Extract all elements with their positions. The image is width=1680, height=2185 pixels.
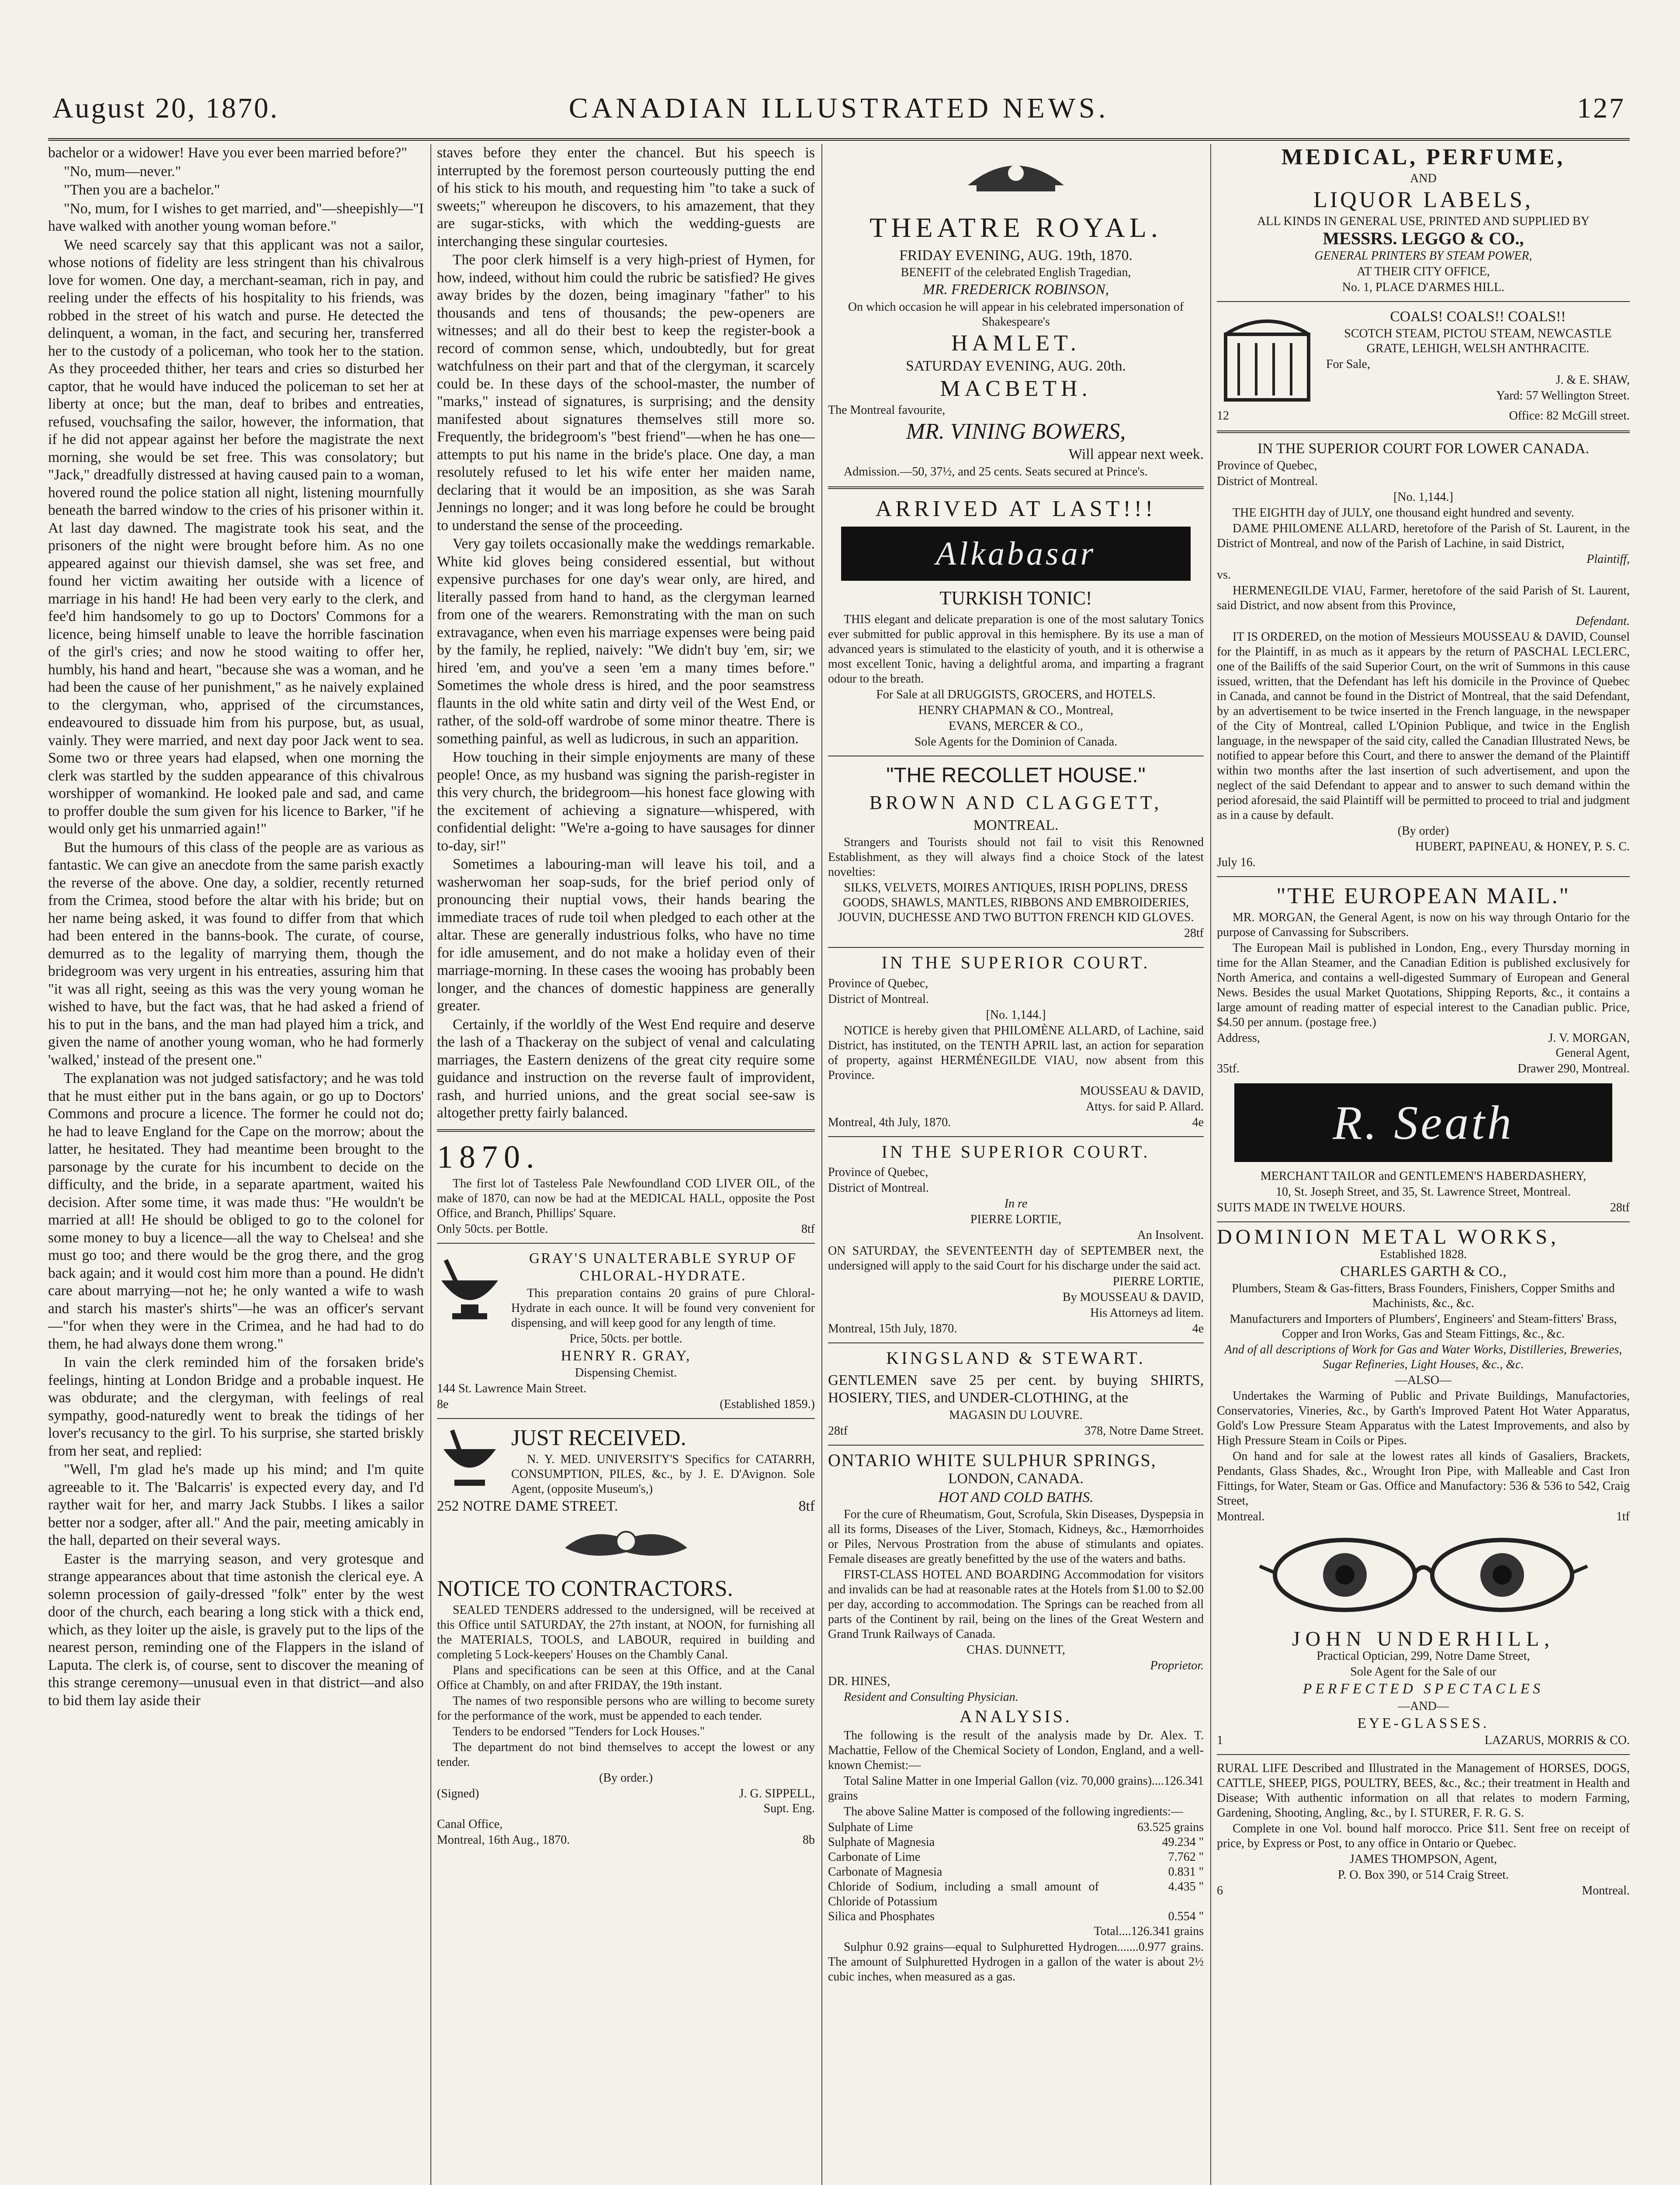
notice-body: IT IS ORDERED, on the motion of Messieurs MOUSSEAU & DAVID, Counsel for the Plaintiff, in as much as it appears by the return of PASCHAL LECLERC, one of the Bailiffs of the said Superior Court, on the writ of Summons in this cause issued, written, that the Defendant has left his domicile in the Province of Quebec in Canada, and cannot be found in the District of Montreal, that the said Defendant, by an advertisement to be twice inserted in the French language, in the newspaper of the City of Montreal, called L'Opinion Publique, and twice in the English language, in the newspaper of the said city, called the Canadian Illustrated News, be notified to appear before this Court, and there to answer the demand of the Plaintiff within two months after the last insertion of such advertisement, and upon the neglect of the said Defendant to appear and to answer to such demand within the period aforesaid, the said Plaintiff will be permitted to proceed to trial and judgment as in a cause by default.	[1217, 630, 1630, 822]
lower-canada-court-notice	[1217, 440, 1630, 871]
notice-district: District of Montreal.	[1217, 475, 1318, 488]
divider	[1217, 1754, 1630, 1755]
notice-in-re: In re	[1004, 1197, 1028, 1210]
european-mail-ad	[1217, 883, 1630, 1076]
notice-date: Montreal, 4th July, 1870.	[828, 1115, 951, 1129]
divider	[437, 1418, 815, 1419]
ad-line: And of all descriptions of Work for Gas and Water Works, Distilleries, Breweries, Sugar Refineries, Light Houses, &c., &c.	[1224, 1343, 1622, 1371]
ad-price: Only 50cts. per Bottle.	[437, 1222, 548, 1236]
ad-year: 1870.	[437, 1139, 540, 1175]
ad-code: 12	[1217, 409, 1229, 423]
ad-body: GENTLEMEN save 25 per cent. by buying SHIRTS, HOSIERY, TIES, and UNDER-CLOTHING, at the	[828, 1372, 1204, 1406]
seath-tailor-ad	[1217, 1169, 1630, 1215]
article-paragraph: staves before they enter the chancel. But his speech is interrupted by the foremost person courteously putting the end of his stick to his mouth, and requesting him "to take a suck of sweets;" whereupon he discovers, to his amazement, that they are sugar-sticks, with which the wedding-guests are interchanging these singular courtesies.	[437, 145, 815, 250]
ad-and: AND	[1410, 172, 1437, 185]
ad-line: Will appear next week.	[1068, 446, 1204, 462]
ad-address: 252 NOTRE DAME STREET.	[437, 1498, 618, 1514]
ad-chemist: HENRY R. GRAY,	[561, 1347, 691, 1364]
contractors-notice	[437, 1576, 815, 1848]
masthead	[48, 86, 1630, 141]
ad-spectacles: PERFECTED SPECTACLES	[1302, 1681, 1544, 1697]
ad-title: MEDICAL, PERFUME,	[1281, 145, 1566, 170]
article-paragraph: The poor clerk himself is a very high-priest of Hymen, for how, indeed, without him could the rubric be satisfied? He gives away brides by the dozen, being imaginary "father" to his thousands and tens of thousands; the pew-openers are witnesses; and all do their best to keep the register-book a record of common sense, which, undoubtedly, but for great watchfulness on their part and that of the clergyman, it scarcely could be. In these days of the school-master, the number of "marks," instead of signatures, is surprising; and the density manifested about signatures themselves still more so. Frequently, the bridegroom's "best friend"—when he has one—attempts to put his name in the bride's place. One day, a man resolutely refused to let his wife enter her maiden name, declaring that it would be an imposition, as she was Sarah Jennings no longer; and it was long before he could be brought to understand the sense of the proceeding.	[437, 252, 815, 534]
divider	[1217, 876, 1630, 877]
newspaper-title: CANADIAN ILLUSTRATED NEWS.	[568, 92, 1109, 124]
ad-title: ARRIVED AT LAST!!!	[875, 496, 1157, 521]
column-4	[1217, 144, 1630, 2185]
analysis-saline: Total Saline Matter in one Imperial Gallon (viz. 70,000 grains)....126.341 grains	[828, 1774, 1204, 1803]
ad-body: The European Mail is published in London, Eng., every Thursday morning in time for the Allan Steamer, and the Canadian Edition is published exclusively for North America, and contains a well-digested Summary of European and General News. Besides the usual Market Quotations, Shipping Reports, &c., it contains a large amount of reading matter of especial interest to the Canadian public. Price, $4.50 per annum. (postage free.)	[1217, 941, 1630, 1029]
divider	[828, 947, 1204, 948]
ad-code: 1	[1217, 1734, 1223, 1747]
notice-role: Plaintiff,	[1586, 552, 1630, 566]
divider	[1217, 430, 1630, 433]
analysis-table	[828, 1820, 1204, 1924]
article-paragraph: The explanation was not judged satisfactory; and he was told that he must either put in the bans again, or go up to Doctors' Commons and procure a licence. The former he could not do; he had to leave England for the Cape on the morrow; about the latter, he hesitated. They had meantime been brought to the parsonage by the curate for his incumbent to decide on the difficulty, and the bride, in a separate apartment, waited his decision. After some time, it was made thus: "He wouldn't be married at all! He should be obliged to go to the colonel for some money to buy a licence—all the way to Chelsea! and she must go too; and there would be the grog there, and the grog back again; and it would cost him more than a pound. He didn't care about marrying—not he; he only wanted a wife to wash and starch his master's shirts"—he was an officer's servant—"for when they were in the Crimea, and he had had to do them, he had always done them wrong."	[48, 1070, 424, 1352]
ad-office: Office: 82 McGill street.	[1509, 409, 1630, 423]
notice-body: NOTICE is hereby given that PHILOMÈNE ALLARD, of Lachine, said District, has instituted, on the TENTH APRIL last, an action for separation of property, against HERMÉNEGILDE VIAU, now absent from this Province.	[828, 1023, 1204, 1082]
notice-signer-role: Supt. Eng.	[763, 1802, 815, 1815]
ad-title: ONTARIO WHITE SULPHUR SPRINGS,	[828, 1450, 1157, 1470]
coals-ad	[1217, 308, 1630, 409]
ad-title: THEATRE ROYAL.	[869, 212, 1162, 243]
ad-line: AT THEIR CITY OFFICE,	[1357, 264, 1490, 278]
ad-goods: SILKS, VELVETS, MOIRES ANTIQUES, IRISH POPLINS, DRESS GOODS, SHAWLS, MANTLES, RIBBONS AND EMBROIDERIES, JOUVIN, DUCHESSE AND TWO BUTTON FRENCH KID GLOVES.	[838, 881, 1194, 924]
rural-life-ad	[1217, 1761, 1630, 1898]
table-row: Silica and Phosphates 0.554 "	[828, 1910, 1204, 1923]
notice-office: Canal Office,	[437, 1817, 503, 1831]
table-row: Sulphate of Magnesia 49.234 "	[828, 1835, 1204, 1849]
ad-title: KINGSLAND & STEWART.	[886, 1348, 1146, 1368]
notice-code: 8b	[803, 1833, 815, 1847]
notice-body: The names of two responsible persons who are willing to become surety for the performance of the work, must be appended to each tender.	[437, 1694, 815, 1723]
notice-body: ON SATURDAY, the SEVENTEENTH day of SEPTEMBER next, the undersigned will apply to the said Court for his discharge under the said act.	[828, 1244, 1204, 1273]
notice-body: THE EIGHTH day of JULY, one thousand eight hundred and seventy.	[1233, 506, 1574, 520]
ad-name: JOHN UNDERHILL,	[1292, 1627, 1555, 1651]
ad-code: 6	[1217, 1884, 1223, 1897]
mortar-icon	[437, 1425, 502, 1491]
article-paragraph: How touching in their simple enjoyments are many of these people! Once, as my husband was signing the parish-register in this very church, the bridegroom—his honest face glowing with the excitement of achieving a signature—whispered, with confidential delight: "We're a-going to have sausages for dinner to-day, sir!"	[437, 749, 815, 854]
divider	[1217, 1221, 1630, 1222]
ad-agent: Sole Agents for the Dominion of Canada.	[914, 735, 1118, 749]
ad-title: GRAY'S UNALTERABLE SYRUP OF CHLORAL-HYDRATE.	[529, 1250, 797, 1284]
table-row: Carbonate of Magnesia 0.831 "	[828, 1865, 1204, 1879]
notice-name: PIERRE LORTIE,	[970, 1213, 1062, 1226]
notice-body: Plans and specifications can be seen at this Office, and at the Canal Office at Chambly, on and after FRIDAY, the 19th instant.	[437, 1664, 815, 1692]
ad-agent-role: General Agent,	[1555, 1046, 1630, 1060]
notice-date: Montreal, 15th July, 1870.	[828, 1322, 957, 1335]
article-paragraph: We need scarcely say that this applicant was not a sailor, whose notions of fidelity are less stringent than his chivalrous love for women. One day, a merchant-seaman, rich in pay, and reeling under the effects of his hospitality to his friends, was robbed in the street of his watch and purse. He detected the delinquent, a woman, in the fact, and securing her, transferred her to the custody of a policeman, who took her to the station. As they proceeded thither, her tears and cries so disturbed her captor, that he would have induced the policeman to set her at liberty at once; but the man, deaf to bribes and entreaties, refused, vouchsafing the sailor, however, the information, that if he did not appear against her before the magistrate the next morning, she would be set free. This was consolatory; but "Jack," dreadfully distressed at having caused pain to a woman, hovered round the police station all night, listening mournfully beneath the barred window to the cries of his prisoner within it. At last day dawned. The magistrate took his seat, and the prisoners of the night were brought before him. As no one appeared against our thievish damsel, she was set free, and found her victim awaiting her outside with a licence of marriage in his hand! He had been very early to the clerk, and fee'd him handsomely to go up to Doctors' Commons for a licence, being himself unable to leave the horrible fascination of the girl's cries; and now he stood waiting to offer her, humbly, his hand and heart, "because she was a woman, and he had been the cause of her punishment," as he naively explained to the clergyman, who, apprised of the circumstances, endeavoured to dissuade him from his purpose, but, as usual, vainly. They were married, and next day poor Jack went to sea. Some two or three years had elapsed, when one morning the clerk was startled by the sudden appearance of this chivalrous worshipper of womankind. He looked pale and sad, and came to proffer double the sum given for his licence to Barker, "if he would only get his unmarried again!"	[48, 236, 424, 837]
ad-proprietor: CHAS. DUNNETT,	[966, 1643, 1065, 1657]
divider	[828, 1342, 1204, 1343]
ad-city: Montreal.	[1582, 1884, 1630, 1897]
article-paragraph: "No, mum, for I wishes to get married, and"—sheepishly—"I have walked with another young woman before."	[48, 200, 424, 234]
ad-favourite: MR. VINING BOWERS,	[906, 419, 1126, 444]
ad-address: 144 St. Lawrence Main Street.	[437, 1382, 587, 1395]
divider	[828, 486, 1204, 489]
column-rule	[430, 144, 431, 2185]
ad-address: Address,	[1217, 1031, 1260, 1045]
ad-doctor: DR. HINES,	[828, 1675, 890, 1688]
ad-body: For the cure of Rheumatism, Gout, Scrofula, Skin Diseases, Dyspepsia in all its forms, Diseases of the Liver, Stomach, Kidneys, &c., Hæmorrhoides or Piles, Nervous Prostration from the abuse of stimulants and opiates. Female diseases are greatly benefitted by the use of the waters and baths.	[828, 1508, 1204, 1566]
column-rule	[1210, 144, 1211, 2185]
notice-district: District of Montreal.	[828, 992, 929, 1006]
ad-sale: For Sale,	[1326, 357, 1371, 371]
ad-firm: MESSRS. LEGGO & CO.,	[1323, 229, 1524, 248]
ad-place: LONDON, CANADA.	[948, 1471, 1084, 1487]
article-paragraph: "No, mum—never."	[64, 163, 181, 180]
ad-body: THIS elegant and delicate preparation is one of the most salutary Tonics ever submitted for public approval in this hemisphere. By its use a man of advanced years is stimulated to the elasticity of youth, and it is otherwise a most excellent Tonic, having a delightful aroma, and imparting a fragrant odour to the breath.	[828, 612, 1204, 686]
ad-line: On hand and for sale at the lowest rates all kinds of Gasaliers, Brackets, Pendants, Glass Shades, &c., Wrought Iron Pipe, with Malleable and Cast Iron Fittings, for Water, Steam or Gas. Office and Manufactory: 536 & 536 to 542, Craig Street,	[1217, 1450, 1630, 1508]
column-1-article	[48, 144, 424, 2185]
article-paragraph: In vain the clerk reminded him of the forsaken bride's feelings, hinting at London Bridge and a probable inquest. He was obdurate; and the clergyman, with feelings of real sympathy, good-naturedly went to break the tidings of her lover's recusancy to the girl. To his surprise, she started briskly from her seat, and replied:	[48, 1354, 424, 1459]
ad-actor: MR. FREDERICK ROBINSON,	[922, 281, 1109, 298]
ad-address: P. O. Box 390, or 514 Craig Street.	[1337, 1868, 1509, 1882]
ad-code: 28tf	[1610, 1201, 1630, 1214]
ad-address: 378, Notre Dame Street.	[1084, 1424, 1204, 1438]
notice-title: IN THE SUPERIOR COURT.	[881, 953, 1150, 972]
table-row: Sulphate of Lime 63.525 grains	[828, 1821, 1204, 1834]
notice-body: The department do not bind themselves to accept the lowest or any tender.	[437, 1741, 815, 1769]
notice-body: DAME PHILOMENE ALLARD, heretofore of the Parish of St. Laurent, in the District of Montreal, and now of the Parish of Lachine, in said District,	[1217, 522, 1630, 550]
ad-doctor-role: Resident and Consulting Physician.	[844, 1690, 1018, 1704]
analysis-footer: Sulphur 0.92 grains—equal to Sulphuretted Hydrogen.......0.977 grains. The amount of Sulphuretted Hydrogen in a gallon of the water is about 2½ cubic inches, when measured as a gas.	[828, 1940, 1204, 1984]
ad-line: FRIDAY EVENING, AUG. 19th, 1870.	[899, 247, 1133, 264]
ad-firm: CHARLES GARTH & CO.,	[1340, 1263, 1507, 1280]
notice-body: SEALED TENDERS addressed to the undersigned, will be received at this Office until SATURDAY, the 27th instant, at NOON, for furnishing all the MATERIALS, TOOLS, and LABOUR, required in building and completing 5 Lock-keepers' Houses on the Chambly Canal.	[437, 1603, 815, 1661]
ad-firm: J. & E. SHAW,	[1555, 373, 1630, 387]
article-paragraph: Very gay toilets occasionally make the weddings remarkable. White kid gloves being considered essential, but without expensive purchases for one day's wear only, are hired, and literally passed from hand to hand, as the clergyman learned from one of the wearers. Remonstrating with the man on such extravagance, when even his marriage expenses were being paid by the family, he replied, naively: "We didn't buy 'em, sir; we hired 'em, and you've a seen 'em a many times before." Sometimes the whole dress is hired, and the poor seamstress flaunts in the old white satin and dirty veil of the West End, or rather, of the sold-off wardrobe of some minor theatre. There is something painful, as well as ludicrous, in such an apparition.	[437, 536, 815, 747]
ad-city: Montreal.	[1217, 1510, 1265, 1523]
ad-also: —ALSO—	[1395, 1373, 1452, 1387]
ad-line: Practical Optician, 299, Notre Dame Street,	[1316, 1649, 1530, 1663]
ad-code: 1tf	[1616, 1510, 1630, 1523]
notice-role: Defendant.	[1576, 614, 1630, 628]
issue-date: August 20, 1870.	[52, 92, 279, 124]
recollet-house-ad	[828, 763, 1204, 941]
notice-title: NOTICE TO CONTRACTORS.	[437, 1576, 733, 1601]
ad-city: MONTREAL.	[973, 817, 1059, 833]
analysis-title: ANALYSIS.	[960, 1706, 1072, 1726]
ad-code: 8e	[437, 1398, 449, 1411]
divider	[437, 1129, 815, 1132]
ad-title: DOMINION METAL WORKS,	[1217, 1225, 1560, 1249]
notice-number: [No. 1,144.]	[1393, 490, 1453, 504]
article-paragraph: Easter is the marrying season, and very grotesque and strange appearances about that time astonish the clerical eye. A solemn procession of gaily-dressed "folk" enter by the west door of the church, each bearing a long stick with a thick end, which, as they loiter up the aisle, is gravely put to the lips of the nearest person, reminding one of the Flappers in the island of Laputa. The clerk is, of course, sent to discover the meaning of this strange ceremony—unusual even in that district—and also to bid them lay aside their	[48, 1550, 424, 1709]
column-3	[828, 144, 1204, 2185]
ad-sale: For Sale at all DRUGGISTS, GROCERS, and HOTELS.	[876, 687, 1156, 701]
ad-play: MACBETH.	[940, 376, 1092, 401]
article-paragraph: "Then you are a bachelor."	[64, 182, 220, 198]
crest-ornament	[437, 1522, 815, 1570]
analysis-total: Total....126.341 grains	[1094, 1925, 1204, 1938]
divider	[828, 1445, 1204, 1446]
ad-yard: Yard: 57 Wellington Street.	[1496, 389, 1630, 402]
ad-title: JUST RECEIVED.	[511, 1425, 686, 1450]
notice-sign: HUBERT, PAPINEAU, & HONEY, P. S. C.	[1415, 840, 1630, 853]
notice-district: District of Montreal.	[828, 1181, 929, 1195]
ad-prices: Admission.—50, 37½, and 25 cents. Seats secured at Prince's.	[844, 465, 1148, 479]
spectacles-icon	[1217, 1531, 1630, 1623]
ad-line: Undertakes the Warming of Public and Private Buildings, Manufactories, Conservatories, Vineries, &c., by Garth's Improved Patent Hot Water Apparatus, Gold's Low Pressure Steam Apparatus with the Latest Improvements, and also by High Pressure Steam in Coils or Pipes.	[1217, 1389, 1630, 1447]
ad-body: The first lot of Tasteless Pale Newfoundland COD LIVER OIL, of the make of 1870, can now be had at the MEDICAL HALL, opposite the Post Office, and Branch, Phillips' Square.	[437, 1176, 815, 1220]
notice-province: Province of Quebec,	[828, 976, 928, 990]
notice-code: 4e	[1192, 1322, 1204, 1335]
ad-hotel: FIRST-CLASS HOTEL AND BOARDING Accommodation for visitors and invalids can be had at reasonable rates at the Hotels from $1.00 to $2.00 per day, according to accommodation. The Springs can be reached from all parts of the Continent by rail, being on the lines of the Great Western and Grand Trunk Railways of Canada.	[828, 1568, 1204, 1641]
ad-agent: EVANS, MERCER & CO.,	[949, 719, 1083, 733]
ad-line: On which occasion he will appear in his celebrated impersonation of Shakespeare's	[848, 300, 1184, 329]
page-number: 127	[1577, 92, 1625, 124]
ad-line: Sole Agent for the Sale of our	[1350, 1665, 1496, 1679]
article-paragraph: Certainly, if the worldly of the West End require and deserve the lash of a Thackeray on the subject of venal and calculating marriages, the Eastern denizens of the great city require some guidance and instruction on the reverse fault of improvident, rash, and hurried unions, and the great social see-saw is altogether pretty fairly balanced.	[437, 1016, 815, 1121]
ad-line: No. 1, PLACE D'ARMES HILL.	[1342, 280, 1505, 294]
turkish-tonic-ad	[828, 496, 1204, 749]
ad-code: 8tf	[798, 1498, 815, 1514]
theatre-royal-ad	[828, 209, 1204, 479]
ad-line: GENERAL PRINTERS BY STEAM POWER,	[1314, 249, 1532, 263]
table-row: Chloride of Sodium, including a small amount of Chloride of Potassium 4.435 "	[828, 1880, 1204, 1908]
article-paragraph: "Well, I'm glad he's made up his mind; and I'm quite agreeable to it. The 'Balcarris' is expected every day, and I'd rayther wait for her, and marry Jack Stubbs. I likes a sailor better nor a sodger, after all." And the pair, meeting amicably in the hall, departed on their several ways.	[48, 1461, 424, 1548]
ad-established: (Established 1859.)	[720, 1398, 815, 1411]
ad-agent: J. V. MORGAN,	[1548, 1031, 1630, 1045]
ad-body: Strangers and Tourists should not fail to visit this Renowned Establishment, as they will always find a choice Stock of the latest novelties:	[828, 836, 1204, 879]
ad-line: SATURDAY EVENING, AUG. 20th.	[906, 357, 1126, 374]
ad-line: BENEFIT of the celebrated English Tragedian,	[901, 266, 1131, 279]
alkabasar-logo: Alkabasar	[841, 527, 1191, 581]
ad-body: RURAL LIFE Described and Illustrated in the Management of HORSES, DOGS, CATTLE, SHEEP, PIGS, POULTRY, BEES, &c., &c.; their treatment in Health and Disease; With authentic information on all that relates to modern Farming, Gardening, Shooting, Angling, &c., by I. STURER, F. R. G. S.	[1217, 1762, 1630, 1820]
ad-code: 8tf	[801, 1222, 815, 1236]
ad-head: COALS! COALS!! COALS!!	[1390, 308, 1566, 325]
ad-and: —AND—	[1398, 1699, 1449, 1713]
ad-title: LIQUOR LABELS,	[1313, 187, 1533, 212]
notice-title: IN THE SUPERIOR COURT FOR LOWER CANADA.	[1257, 440, 1589, 457]
article-paragraph: bachelor or a widower! Have you ever been married before?"	[48, 145, 407, 161]
notice-signer: J. G. SIPPELL,	[739, 1787, 815, 1800]
ad-body: Complete in one Vol. bound half morocco. Price $11. Sent free on receipt of price, by Express or Post, to any office in Ontario or Quebec.	[1217, 1822, 1630, 1850]
column-2	[437, 144, 815, 2185]
ad-line: MERCHANT TAILOR and GENTLEMEN'S HABERDASHERY,	[1260, 1169, 1586, 1183]
ad-list: SCOTCH STEAM, PICTOU STEAM, NEWCASTLE GRATE, LEHIGH, WELSH ANTHRACITE.	[1344, 327, 1612, 355]
ad-title: "THE RECOLLET HOUSE."	[886, 763, 1146, 787]
seath-logo: R. Seath	[1234, 1083, 1612, 1162]
ad-drawer: Drawer 290, Montreal.	[1517, 1062, 1630, 1075]
divider	[1217, 301, 1630, 302]
notice-signed: (Signed)	[437, 1787, 479, 1800]
superior-court-notice	[828, 954, 1204, 1130]
insolvent-notice	[828, 1143, 1204, 1337]
ad-line: The Montreal favourite,	[828, 403, 946, 417]
notice-province: Province of Quebec,	[1217, 459, 1317, 472]
notice-body: Tenders to be endorsed "Tenders for Lock Houses."	[453, 1725, 705, 1738]
ad-line: 10, St. Joseph Street, and 35, St. Lawrence Street, Montreal.	[1276, 1185, 1571, 1199]
ad-est: Established 1828.	[1379, 1247, 1467, 1261]
ad-firm: BROWN AND CLAGGETT,	[869, 791, 1163, 813]
ad-code: 35tf.	[1217, 1062, 1240, 1075]
notice-attorneys: Attys. for said P. Allard.	[1086, 1099, 1204, 1113]
crest-ornament	[828, 150, 1204, 203]
sulphur-springs-ad	[828, 1452, 1204, 1985]
ad-line: Plumbers, Steam & Gas-fitters, Brass Founders, Finishers, Copper Smiths and Machinists, &c., &c.	[1232, 1282, 1615, 1310]
kingsland-stewart-ad	[828, 1349, 1204, 1439]
ad-body: N. Y. MED. UNIVERSITY'S Specifics for CATARRH, CONSUMPTION, PILES, &c., by J. E. D'Avignon. Sole Agent, (opposite Museum's,)	[511, 1453, 815, 1496]
coal-scuttle-icon	[1217, 308, 1317, 409]
notice-sign: By MOUSSEAU & DAVID,	[1062, 1290, 1204, 1304]
labels-ad	[1217, 144, 1630, 295]
ad-store: MAGASIN DU LOUVRE.	[949, 1408, 1083, 1422]
column-rule	[821, 144, 822, 2185]
chloral-ad	[437, 1250, 815, 1332]
table-row: Carbonate of Lime 7.762 "	[828, 1850, 1204, 1864]
ad-line: Manufacturers and Importers of Plumbers', Engineers' and Steam-fitters' Brass, Copper and Iron Works, Gas and Steam Fittings, &c., &c.	[1230, 1312, 1617, 1341]
analysis-composed: The above Saline Matter is composed of the following ingredients:—	[844, 1805, 1183, 1818]
ad-eyeglasses: EYE-GLASSES.	[1357, 1715, 1489, 1731]
ad-price: Price, 50cts. per bottle.	[569, 1332, 682, 1346]
notice-place: Montreal, 16th Aug., 1870.	[437, 1833, 570, 1847]
divider	[437, 1243, 815, 1244]
ad-line: ALL KINDS IN GENERAL USE, PRINTED AND SUPPLIED BY	[1257, 215, 1590, 228]
notice-body: HERMENEGILDE VIAU, Farmer, heretofore of the said Parish of St. Laurent, said District, and now absent from this Province,	[1217, 584, 1630, 612]
notice-order: (By order.)	[599, 1771, 653, 1785]
ad-code: 28tf	[1184, 926, 1204, 940]
article-paragraph: Sometimes a labouring-man will leave his toil, and a washerwoman her soap-suds, for the brief period only of pronouncing their nuptial vows, their hands bearing the immediate traces of rude toil when pledged to each other at the altar. These are generally industrious folks, who have no time for idle amusement, and do not make a holiday even of their marriage-morning. In these cases the wooing has probably been longer, and the chances of domestic happiness are generally greater.	[437, 856, 815, 1014]
notice-code: 4e	[1192, 1115, 1204, 1129]
notice-date: July 16.	[1217, 856, 1256, 869]
notice-sign: PIERRE LORTIE,	[1112, 1275, 1204, 1288]
ad-body: This preparation contains 20 grains of pure Chloral-Hydrate in each ounce. It will be found very convenient for dispensing, and will keep good for any length of time.	[511, 1286, 815, 1330]
ad-tonic: TURKISH TONIC!	[939, 587, 1092, 609]
notice-sign: His Attorneys ad litem.	[1090, 1306, 1204, 1320]
notice-title: IN THE SUPERIOR COURT.	[881, 1141, 1150, 1162]
notice-role: An Insolvent.	[1137, 1228, 1204, 1242]
ad-agent: HENRY CHAPMAN & CO., Montreal,	[918, 703, 1114, 717]
ad-proprietor-role: Proprietor.	[1150, 1659, 1204, 1672]
article-paragraph: But the humours of this class of the people are as various as fantastic. We can give an anecdote from the same parish exactly the reverse of the above. One day, a soldier, recently returned from the Crimea, stood before the altar with his bride; but on her name being asked, it was found to differ from that which had been entered in the banns-book. The curate, of course, demurred as to the legality of marrying them, though the bridegroom was very urgent in his entreaties, assuring him that "it was all right, seeing as this was the very young woman he wished to have, but the fact was, that he had asked a friend of his to put in the bans, and the man had played him a trick, and given the name of another young woman, who he had formerly 'walked,' instead of the present one."	[48, 839, 424, 1068]
ad-chemist-role: Dispensing Chemist.	[575, 1366, 677, 1380]
notice-vs: vs.	[1217, 568, 1231, 582]
notice-attorneys: MOUSSEAU & DAVID,	[1080, 1084, 1204, 1098]
dominion-metal-works-ad	[1217, 1225, 1630, 1524]
ad-body: MR. MORGAN, the General Agent, is now on his way through Ontario for the purpose of Canvassing for Subscribers.	[1217, 911, 1630, 939]
notice-province: Province of Quebec,	[828, 1165, 928, 1179]
ad-sub: HOT AND COLD BATHS.	[938, 1489, 1094, 1505]
just-received-ad	[437, 1425, 815, 1498]
cod-liver-oil-ad	[437, 1139, 815, 1237]
notice-order: (By order)	[1397, 824, 1449, 838]
mortar-pestle-icon	[437, 1250, 502, 1324]
ad-title: "THE EUROPEAN MAIL."	[1276, 884, 1570, 909]
ad-code: 28tf	[828, 1424, 848, 1438]
analysis-intro: The following is the result of the analysis made by Dr. Alex. T. Machattie, Fellow of the Chemical Society of London, England, and a well-known Chemist:—	[828, 1729, 1204, 1772]
ad-play: HAMLET.	[951, 330, 1081, 356]
underhill-optician-ad	[1217, 1627, 1630, 1748]
notice-number: [No. 1,144.]	[986, 1008, 1046, 1022]
ad-maker: LAZARUS, MORRIS & CO.	[1484, 1734, 1630, 1747]
ad-agent: JAMES THOMPSON, Agent,	[1349, 1852, 1497, 1866]
divider	[828, 1136, 1204, 1137]
ad-line: SUITS MADE IN TWELVE HOURS.	[1217, 1201, 1406, 1214]
